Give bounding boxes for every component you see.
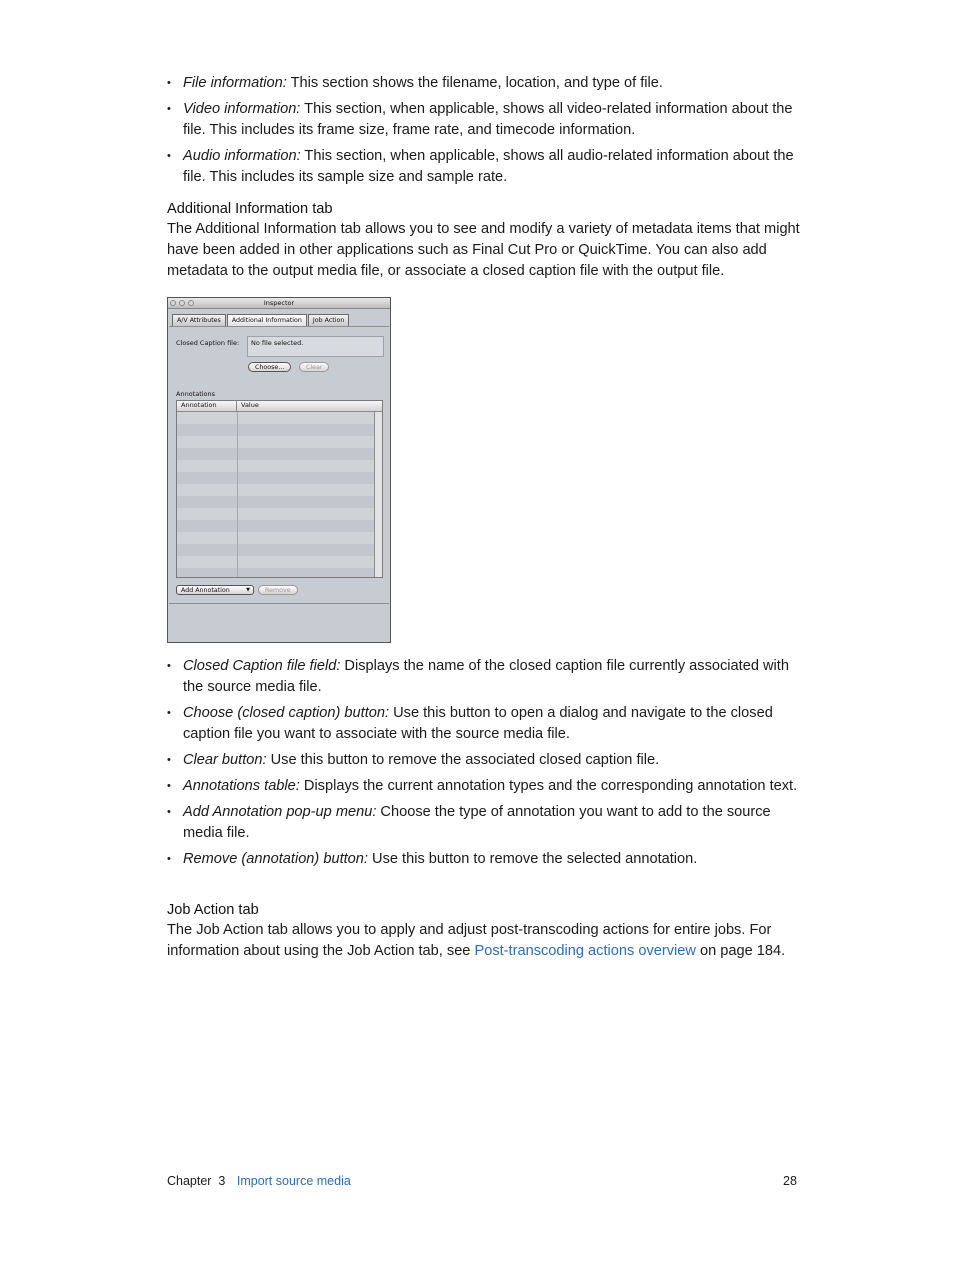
- description: Displays the current annotation types and the corresponding annotation text.: [299, 778, 798, 794]
- chapter-number: Chapter 3: [167, 1174, 226, 1188]
- tab-additional-information[interactable]: Additional Information: [227, 314, 307, 327]
- add-annotation-popup[interactable]: [176, 585, 254, 595]
- term: Audio information:: [183, 148, 301, 164]
- term: Annotations table:: [183, 778, 300, 794]
- table-header: [177, 401, 382, 412]
- dropdown-arrow-icon: ▼: [246, 587, 250, 593]
- description: This section, when applicable, shows all video-related information about the file. This includes its frame size, frame rate, and timecode information.: [183, 101, 793, 138]
- top-bullet-list: [167, 73, 807, 193]
- list-item: • Add Annotation pop-up menu: Choose the type of annotation you want to add to the source media file.: [167, 804, 771, 841]
- post-transcoding-link[interactable]: Post-transcoding actions overview: [474, 943, 696, 959]
- job-action-heading: Job Action tab: [167, 902, 259, 918]
- remove-button[interactable]: Remove: [258, 585, 298, 595]
- add-annotation-label: Add Annotation: [181, 587, 230, 594]
- table-row[interactable]: [177, 520, 375, 532]
- table-row[interactable]: [177, 532, 375, 544]
- column-header-annotation[interactable]: Annotation: [177, 401, 237, 411]
- closed-caption-field: No file selected.: [247, 336, 384, 357]
- annotations-label: Annotations: [176, 390, 216, 398]
- closed-caption-label: Closed Caption file:: [176, 339, 240, 347]
- table-row[interactable]: [177, 556, 375, 568]
- description: Displays the name of the closed caption file currently associated with the source media file.: [183, 658, 789, 695]
- description: This section shows the filename, location, and type of file.: [286, 75, 663, 91]
- table-row[interactable]: [177, 424, 375, 436]
- table-row[interactable]: [177, 568, 375, 578]
- tab-job-action[interactable]: Job Action: [308, 314, 349, 327]
- tab-av-attributes[interactable]: A/V Attributes: [172, 314, 226, 327]
- inspector-window: [167, 297, 391, 643]
- table-row[interactable]: [177, 544, 375, 556]
- term: Video information:: [183, 101, 301, 117]
- page-number: 28: [783, 1174, 797, 1188]
- description: This section, when applicable, shows all audio-related information about the file. This includes its sample size and sample rate.: [183, 148, 794, 185]
- term: Closed Caption file field:: [183, 658, 341, 674]
- list-item: • Audio information: This section, when applicable, shows all audio-related information about the file. This includes its sample size and sample rate.: [167, 148, 794, 185]
- list-item: • File information: This section shows the filename, location, and type of file.: [167, 75, 663, 91]
- choose-button[interactable]: Choose...: [248, 362, 291, 372]
- job-action-body: The Job Action tab allows you to apply and adjust post-transcoding actions for entire jobs. For information about using the Job Action tab, see Post-transcoding actions overview on page 184.: [167, 922, 786, 959]
- description: Use this button to remove the selected annotation.: [367, 851, 698, 867]
- bottom-bullet-list: [167, 656, 807, 875]
- table-row[interactable]: [177, 448, 375, 460]
- annotations-table[interactable]: [176, 400, 383, 578]
- table-row[interactable]: [177, 436, 375, 448]
- description: Use this button to open a dialog and navigate to the closed caption file you want to associate with the source media file.: [183, 705, 773, 742]
- term: Choose (closed caption) button:: [183, 705, 390, 721]
- term: File information:: [183, 75, 287, 91]
- table-row[interactable]: [177, 460, 375, 472]
- column-header-value[interactable]: Value: [241, 401, 259, 409]
- window-title: Inspector: [263, 299, 295, 307]
- list-item: • Choose (closed caption) button: Use this button to open a dialog and navigate to the closed caption file you want to associate with the source media file.: [167, 705, 773, 742]
- list-item: • Remove (annotation) button: Use this button to remove the selected annotation.: [167, 851, 698, 867]
- clear-button[interactable]: Clear: [299, 362, 329, 372]
- description: Choose the type of annotation you want to add to the source media file.: [183, 804, 771, 841]
- window-titlebar: [168, 298, 390, 309]
- list-item: • Annotations table: Displays the current annotation types and the corresponding annotation text.: [167, 778, 798, 794]
- table-scrollbar[interactable]: [374, 412, 382, 577]
- term: Add Annotation pop-up menu:: [183, 804, 377, 820]
- list-item: • Clear button: Use this button to remove the associated closed caption file.: [167, 752, 660, 768]
- table-row[interactable]: [177, 508, 375, 520]
- additional-info-heading: Additional Information tab: [167, 201, 333, 217]
- description: Use this button to remove the associated closed caption file.: [266, 752, 660, 768]
- list-item: • Video information: This section, when applicable, shows all video-related information about the file. This includes its frame size, frame rate, and timecode information.: [167, 101, 793, 138]
- list-item: • Closed Caption file field: Displays the name of the closed caption file currently associated with the source media file.: [167, 658, 789, 695]
- term: Remove (annotation) button:: [183, 851, 368, 867]
- table-row[interactable]: [177, 484, 375, 496]
- table-row[interactable]: [177, 472, 375, 484]
- term: Clear button:: [183, 752, 267, 768]
- footer-chapter: [167, 1173, 351, 1189]
- table-row[interactable]: [177, 496, 375, 508]
- additional-info-body: The Additional Information tab allows you to see and modify a variety of metadata items that might have been added in other applications such as Final Cut Pro or QuickTime. You can also add metadata to the output media file, or associate a closed caption file with the output file.: [167, 221, 800, 279]
- chapter-title-link[interactable]: Import source media: [236, 1174, 351, 1188]
- table-row[interactable]: [177, 412, 375, 424]
